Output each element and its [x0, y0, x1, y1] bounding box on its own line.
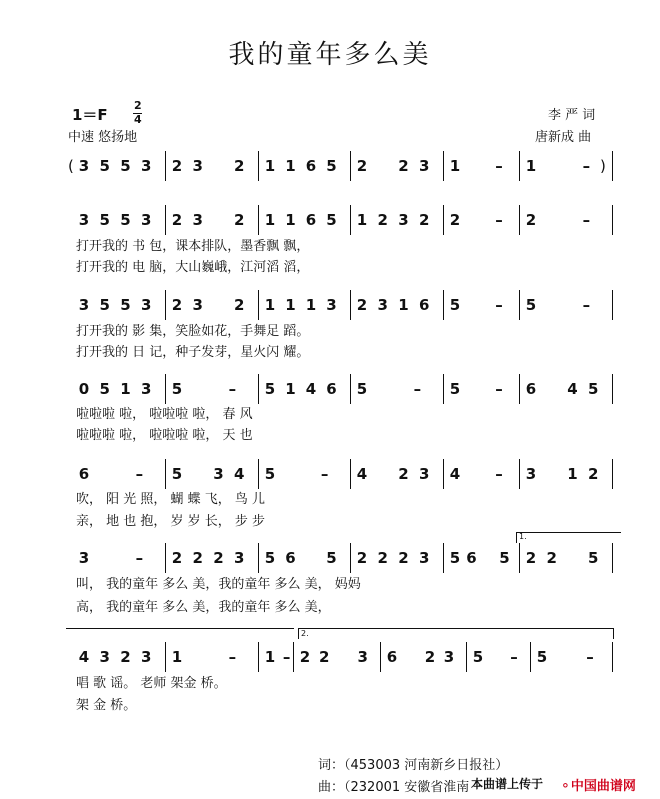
time-signature-bottom: 4: [134, 113, 142, 126]
barline: [165, 459, 166, 489]
note: 4: [449, 465, 461, 483]
note: 3: [192, 211, 203, 229]
note: 3: [326, 296, 337, 314]
note: 4: [356, 465, 368, 483]
note: 0: [78, 380, 90, 398]
barline: [519, 151, 520, 181]
note: 1: [285, 296, 296, 314]
note: 4: [567, 380, 578, 398]
note: 2: [377, 549, 388, 567]
barline: [258, 290, 259, 320]
lyric-line: 唱 歌 谣。 老师 架金 桥。: [76, 676, 227, 691]
barline: [258, 543, 259, 573]
note: 3: [78, 157, 90, 175]
barline: [443, 290, 444, 320]
volta-2-label: 2.: [301, 629, 309, 638]
note: 2: [449, 211, 461, 229]
lyric-line: 打开我的 书 包，课本排队，墨香飘 飘，: [76, 239, 310, 254]
note: 2: [398, 157, 409, 175]
note: 2: [171, 549, 183, 567]
barline: [293, 642, 294, 672]
tempo-marking: 中速 悠扬地: [68, 130, 138, 145]
note: 6: [78, 465, 90, 483]
volta-1-label: 1.: [519, 532, 527, 541]
note: 3: [213, 465, 224, 483]
note: 2: [171, 211, 183, 229]
volta-1-bracket: [516, 532, 621, 543]
note: 6: [326, 380, 337, 398]
note: 3: [357, 648, 368, 666]
note: 4: [234, 465, 245, 483]
barline: [350, 459, 351, 489]
note: 1: [305, 296, 317, 314]
note: 3: [141, 296, 152, 314]
barline: [612, 543, 613, 573]
note: 6: [305, 157, 317, 175]
intro-open-paren: (: [68, 157, 74, 175]
barline: [612, 642, 613, 672]
note: 2: [588, 465, 599, 483]
note: 5: [588, 549, 599, 567]
dash-note: –: [495, 211, 503, 229]
note: 1: [264, 296, 276, 314]
note: 1: [398, 296, 409, 314]
note: 5: [326, 549, 337, 567]
note: 2: [192, 549, 203, 567]
note: 5: [264, 549, 276, 567]
note: 4: [305, 380, 317, 398]
barline: [350, 151, 351, 181]
note: 2: [319, 648, 330, 666]
note: 1: [264, 157, 276, 175]
note: 2: [419, 211, 430, 229]
dash-note: –: [586, 648, 594, 666]
note: 2: [213, 549, 224, 567]
note: 5: [326, 211, 337, 229]
barline: [165, 290, 166, 320]
note: 3: [141, 157, 152, 175]
note: 2: [356, 296, 368, 314]
note: 1: [264, 648, 276, 666]
note: 5: [99, 296, 110, 314]
note: 2: [356, 549, 368, 567]
note: 3: [192, 296, 203, 314]
note: 2: [525, 211, 537, 229]
dash-note: –: [228, 380, 237, 398]
note: 5: [171, 465, 183, 483]
barline: [519, 205, 520, 235]
note: 6: [386, 648, 398, 666]
dash-note: –: [495, 465, 503, 483]
barline: [165, 543, 166, 573]
note: 1: [285, 157, 296, 175]
lyric-line: 打开我的 日 记，种子发芽，星火闪 耀。: [76, 345, 310, 360]
note: 2: [525, 549, 537, 567]
note: 2: [120, 648, 131, 666]
note: 3: [192, 157, 203, 175]
lyric-line: 打开我的 影 集，笑脸如花，手舞足 蹈。: [76, 324, 310, 339]
intro-close-paren: ): [600, 157, 606, 175]
note: 5: [449, 549, 461, 567]
note: 3: [78, 549, 90, 567]
note: 2: [234, 211, 245, 229]
note: 1: [171, 648, 183, 666]
note: 5: [264, 380, 276, 398]
note: 3: [99, 648, 110, 666]
dash-note: –: [495, 296, 503, 314]
note: 5: [120, 296, 131, 314]
note: 3: [377, 296, 388, 314]
note: 6: [285, 549, 296, 567]
note: 5: [499, 549, 510, 567]
note: 2: [398, 465, 409, 483]
lyric-line: 叫， 我的童年 多么 美，我的童年 多么 美， 妈妈: [76, 577, 361, 592]
dash-note: –: [495, 157, 503, 175]
composer-credit: 唐新成 曲: [535, 130, 592, 145]
note: 6: [466, 549, 477, 567]
barline: [258, 642, 259, 672]
note: 5: [472, 648, 484, 666]
lyric-line: 吹， 阳 光 照， 蝴 蝶 飞， 鸟 儿: [76, 492, 266, 507]
note: 3: [141, 380, 152, 398]
note: 5: [536, 648, 548, 666]
footer-composer-address: 曲：（232001 安徽省淮南: [318, 780, 470, 795]
lyric-line: 架 金 桥。: [76, 698, 137, 713]
note: 3: [525, 465, 537, 483]
key-signature: 1＝F: [72, 106, 108, 124]
note: 1: [449, 157, 461, 175]
dash-note: –: [282, 648, 291, 666]
note: 3: [141, 211, 152, 229]
note: 2: [299, 648, 311, 666]
barline: [443, 205, 444, 235]
barline: [258, 151, 259, 181]
barline: [350, 290, 351, 320]
barline: [519, 374, 520, 404]
dash-note: –: [228, 648, 237, 666]
note: 5: [99, 157, 110, 175]
note: 5: [356, 380, 368, 398]
note: 6: [419, 296, 430, 314]
barline: [380, 642, 381, 672]
dash-note: –: [510, 648, 518, 666]
dash-note: –: [413, 380, 422, 398]
barline: [165, 642, 166, 672]
note: 5: [449, 296, 461, 314]
note: 3: [78, 296, 90, 314]
barline: [443, 374, 444, 404]
note: 5: [99, 380, 110, 398]
barline: [165, 374, 166, 404]
note: 2: [234, 157, 245, 175]
note: 3: [78, 211, 90, 229]
logo-mark-icon: ⚬: [560, 779, 571, 794]
note: 2: [546, 549, 557, 567]
barline: [519, 543, 520, 573]
barline: [350, 543, 351, 573]
barline: [530, 642, 531, 672]
note: 5: [120, 211, 131, 229]
note: 1: [567, 465, 578, 483]
lyricist-credit: 李 严 词: [548, 108, 596, 123]
note: 5: [171, 380, 183, 398]
barline: [443, 459, 444, 489]
note: 3: [419, 465, 430, 483]
barline: [258, 374, 259, 404]
dash-note: –: [320, 465, 329, 483]
note: 1: [264, 211, 276, 229]
lyric-line: 高， 我的童年 多么 美，我的童年 多么 美，: [76, 600, 331, 615]
note: 2: [171, 157, 183, 175]
note: 2: [171, 296, 183, 314]
dash-note: –: [135, 465, 144, 483]
dash-note: –: [495, 380, 503, 398]
barline: [258, 205, 259, 235]
barline: [350, 374, 351, 404]
barline: [350, 205, 351, 235]
note: 2: [356, 157, 368, 175]
barline: [612, 459, 613, 489]
barline: [519, 459, 520, 489]
note: 6: [305, 211, 317, 229]
note: 5: [588, 380, 599, 398]
note: 1: [525, 157, 537, 175]
note: 5: [120, 157, 131, 175]
barline: [165, 205, 166, 235]
volta-line-left: [66, 628, 294, 629]
note: 5: [99, 211, 110, 229]
barline: [519, 290, 520, 320]
note: 3: [419, 549, 430, 567]
barline: [612, 151, 613, 181]
note: 2: [424, 648, 436, 666]
barline: [443, 543, 444, 573]
barline: [165, 151, 166, 181]
lyric-line: 亲， 地 也 抱， 岁 岁 长， 步 步: [76, 514, 266, 529]
note: 2: [377, 211, 388, 229]
site-logo: ⚬中国曲谱网: [560, 779, 636, 794]
barline: [258, 459, 259, 489]
note: 3: [443, 648, 455, 666]
time-signature-top: 2: [134, 99, 142, 112]
note: 1: [356, 211, 368, 229]
note: 5: [449, 380, 461, 398]
upload-watermark: 本曲谱上传于: [471, 777, 544, 791]
note: 1: [285, 211, 296, 229]
dash-note: –: [582, 296, 591, 314]
note: 4: [78, 648, 90, 666]
footer-lyricist-address: 词：（453003 河南新乡日报社）: [318, 758, 509, 773]
note: 2: [234, 296, 245, 314]
note: 6: [525, 380, 537, 398]
note: 1: [285, 380, 296, 398]
note: 3: [398, 211, 409, 229]
volta-2-bracket: [298, 628, 614, 639]
note: 2: [398, 549, 409, 567]
barline: [466, 642, 467, 672]
barline: [612, 290, 613, 320]
lyric-line: 啦啦啦 啦， 啦啦啦 啦， 天 也: [76, 428, 253, 443]
barline: [612, 205, 613, 235]
note: 3: [419, 157, 430, 175]
note: 3: [141, 648, 152, 666]
note: 5: [525, 296, 537, 314]
song-title: 我的童年多么美: [228, 40, 432, 70]
dash-note: –: [582, 157, 591, 175]
barline: [443, 151, 444, 181]
lyric-line: 啦啦啦 啦， 啦啦啦 啦， 春 风: [76, 407, 253, 422]
lyric-line: 打开我的 电 脑，大山巍峨，江河滔 滔，: [76, 260, 310, 275]
note: 5: [264, 465, 276, 483]
dash-note: –: [135, 549, 144, 567]
note: 3: [234, 549, 245, 567]
note: 1: [120, 380, 131, 398]
note: 5: [326, 157, 337, 175]
dash-note: –: [582, 211, 591, 229]
barline: [612, 374, 613, 404]
